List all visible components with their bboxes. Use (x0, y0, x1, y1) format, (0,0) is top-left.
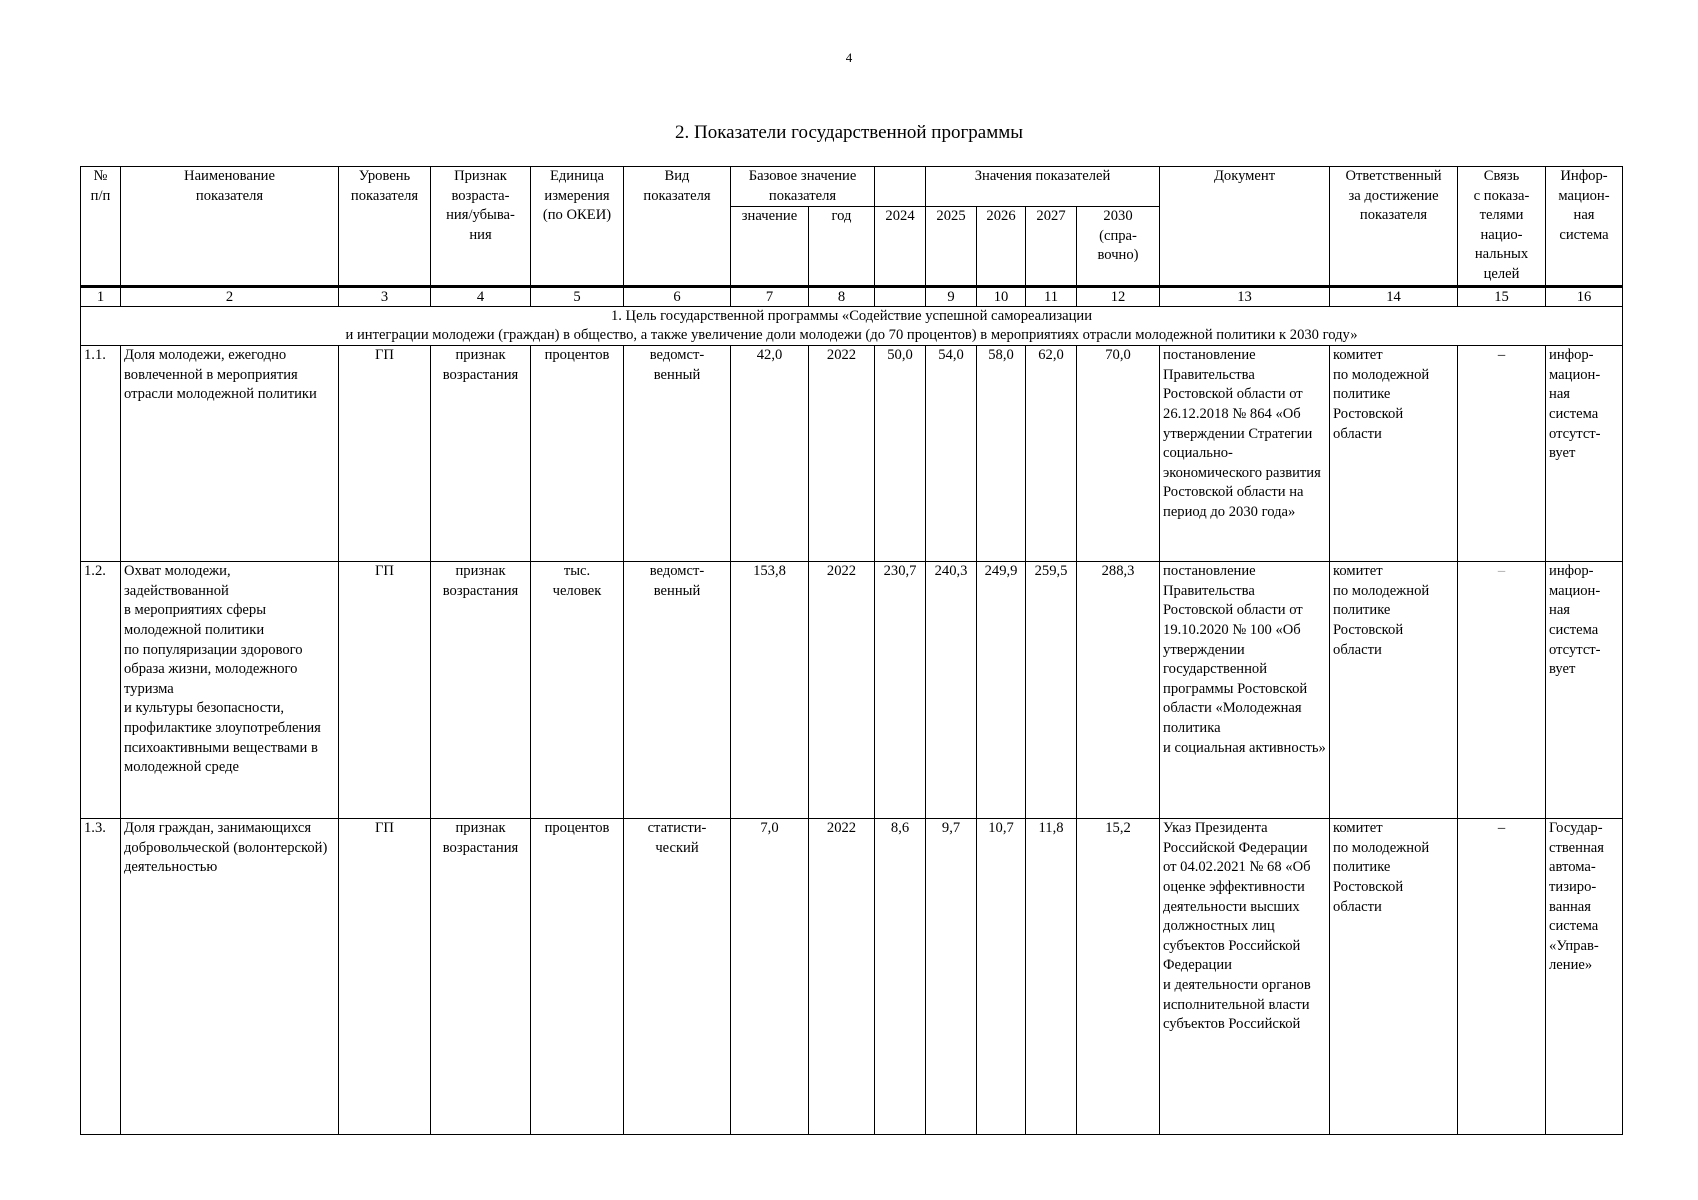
col-number: 12 (1077, 287, 1160, 307)
row-value-2027: 259,5 (1026, 562, 1077, 819)
col-number: 13 (1160, 287, 1330, 307)
row-link: – (1458, 562, 1546, 819)
goal-text: 1. Цель государственной программы «Содействие успешной самореализации и интеграции молодежи (граждан) в общество, а также увеличение доли молодежи (до 70 процентов) в мероприятиях отрасли молодежной политики к 2030 году» (81, 307, 1623, 346)
row-info: инфор- мацион- ная система отсутст- вует (1546, 346, 1623, 562)
header-2030: 2030 (спра- вочно) (1077, 207, 1160, 287)
row-value-2030: 70,0 (1077, 346, 1160, 562)
header-base-value: значение (731, 207, 809, 287)
row-value-2026: 249,9 (977, 562, 1026, 819)
col-number: 14 (1330, 287, 1458, 307)
row-document: постановление Правительства Ростовской области от 26.12.2018 № 864 «Об утверждении Стратегии социально-экономического развития Ростовской области на период до 2030 года» (1160, 346, 1330, 562)
row-value-2024: 8,6 (875, 819, 926, 1135)
row-unit: процентов (531, 819, 624, 1135)
row-value-2025: 9,7 (926, 819, 977, 1135)
col-number: 3 (339, 287, 431, 307)
col-number: 4 (431, 287, 531, 307)
row-value-2024: 50,0 (875, 346, 926, 562)
row-kind: статисти- ческий (624, 819, 731, 1135)
header-2027: 2027 (1026, 207, 1077, 287)
row-base-value: 7,0 (731, 819, 809, 1135)
row-level: ГП (339, 819, 431, 1135)
row-base-value: 42,0 (731, 346, 809, 562)
row-base-year: 2022 (809, 562, 875, 819)
row-unit: процентов (531, 346, 624, 562)
row-unit: тыс. человек (531, 562, 624, 819)
col-number: 8 (809, 287, 875, 307)
row-value-2027: 62,0 (1026, 346, 1077, 562)
row-kind: ведомст- венный (624, 562, 731, 819)
goal-row (81, 307, 1623, 346)
row-info: Государ- ственная автома- тизиро- ванная система «Управ- ление» (1546, 819, 1623, 1135)
header-kind: Вид показателя (624, 167, 731, 287)
col-number: 5 (531, 287, 624, 307)
col-number: 6 (624, 287, 731, 307)
row-sign: признак возрастания (431, 346, 531, 562)
table-row (81, 819, 1623, 1135)
col-number: 10 (977, 287, 1026, 307)
header-responsible: Ответственный за достижение показателя (1330, 167, 1458, 287)
header-info: Инфор- мацион- ная система (1546, 167, 1623, 287)
header-unit: Единица измерения (по ОКЕИ) (531, 167, 624, 287)
row-info: инфор- мацион- ная система отсутст- вует (1546, 562, 1623, 819)
row-value-2030: 288,3 (1077, 562, 1160, 819)
row-document: постановление Правительства Ростовской области от 19.10.2020 № 100 «Об утверждении государственной программы Ростовской области «Молодежная политика и социальная активность» (1160, 562, 1330, 819)
column-numbers-row (81, 287, 1623, 307)
header-base-year: год (809, 207, 875, 287)
row-base-value: 153,8 (731, 562, 809, 819)
row-level: ГП (339, 346, 431, 562)
header-2026: 2026 (977, 207, 1026, 287)
row-num: 1.1. (81, 346, 121, 562)
header-num: № п/п (81, 167, 121, 287)
header-level: Уровень показателя (339, 167, 431, 287)
indicators-table (80, 166, 1623, 1135)
col-number (875, 287, 926, 307)
row-responsible: комитет по молодежной политике Ростовской области (1330, 562, 1458, 819)
row-value-2024: 230,7 (875, 562, 926, 819)
col-number: 16 (1546, 287, 1623, 307)
header-base: Базовое значение показателя (731, 167, 875, 207)
header-values: Значения показателей (926, 167, 1160, 207)
row-sign: признак возрастания (431, 562, 531, 819)
row-name: Доля молодежи, ежегодно вовлеченной в мероприятия отрасли молодежной политики (121, 346, 339, 562)
row-link: – (1458, 819, 1546, 1135)
row-kind: ведомст- венный (624, 346, 731, 562)
header-2025: 2025 (926, 207, 977, 287)
col-number: 1 (81, 287, 121, 307)
header-row-1 (81, 167, 1623, 207)
col-number: 11 (1026, 287, 1077, 307)
row-name: Охват молодежи, задействованной в мероприятиях сферы молодежной политики по популяризации здорового образа жизни, молодежного туризма и культуры безопасности, профилактике злоупотребления психоактивными веществами в молодежной среде (121, 562, 339, 819)
row-value-2025: 240,3 (926, 562, 977, 819)
table-row (81, 562, 1623, 819)
row-value-2027: 11,8 (1026, 819, 1077, 1135)
col-number: 7 (731, 287, 809, 307)
row-document: Указ Президента Российской Федерации от 04.02.2021 № 68 «Об оценке эффективности деятельности высших должностных лиц субъектов Российской Федерации и деятельности органов исполнительной власти субъектов Российской (1160, 819, 1330, 1135)
row-num: 1.3. (81, 819, 121, 1135)
row-level: ГП (339, 562, 431, 819)
row-value-2026: 10,7 (977, 819, 1026, 1135)
col-number: 2 (121, 287, 339, 307)
row-base-year: 2022 (809, 346, 875, 562)
row-value-2026: 58,0 (977, 346, 1026, 562)
row-num: 1.2. (81, 562, 121, 819)
row-responsible: комитет по молодежной политике Ростовской области (1330, 819, 1458, 1135)
row-base-year: 2022 (809, 819, 875, 1135)
col-number: 9 (926, 287, 977, 307)
header-blank (875, 167, 926, 207)
row-value-2025: 54,0 (926, 346, 977, 562)
row-sign: признак возрастания (431, 819, 531, 1135)
header-name: Наименование показателя (121, 167, 339, 287)
row-name: Доля граждан, занимающихся добровольческой (волонтерской) деятельностью (121, 819, 339, 1135)
header-2024: 2024 (875, 207, 926, 287)
row-value-2030: 15,2 (1077, 819, 1160, 1135)
col-number: 15 (1458, 287, 1546, 307)
page-number: 4 (845, 50, 853, 65)
header-link: Связь с показа- телями нацио- нальных целей (1458, 167, 1546, 287)
header-sign: Признак возраста- ния/убыва- ния (431, 167, 531, 287)
table-row (81, 346, 1623, 562)
row-responsible: комитет по молодежной политике Ростовской области (1330, 346, 1458, 562)
row-link: – (1458, 346, 1546, 562)
header-document: Документ (1160, 167, 1330, 287)
document-title: 2. Показатели государственной программы (674, 122, 1024, 143)
